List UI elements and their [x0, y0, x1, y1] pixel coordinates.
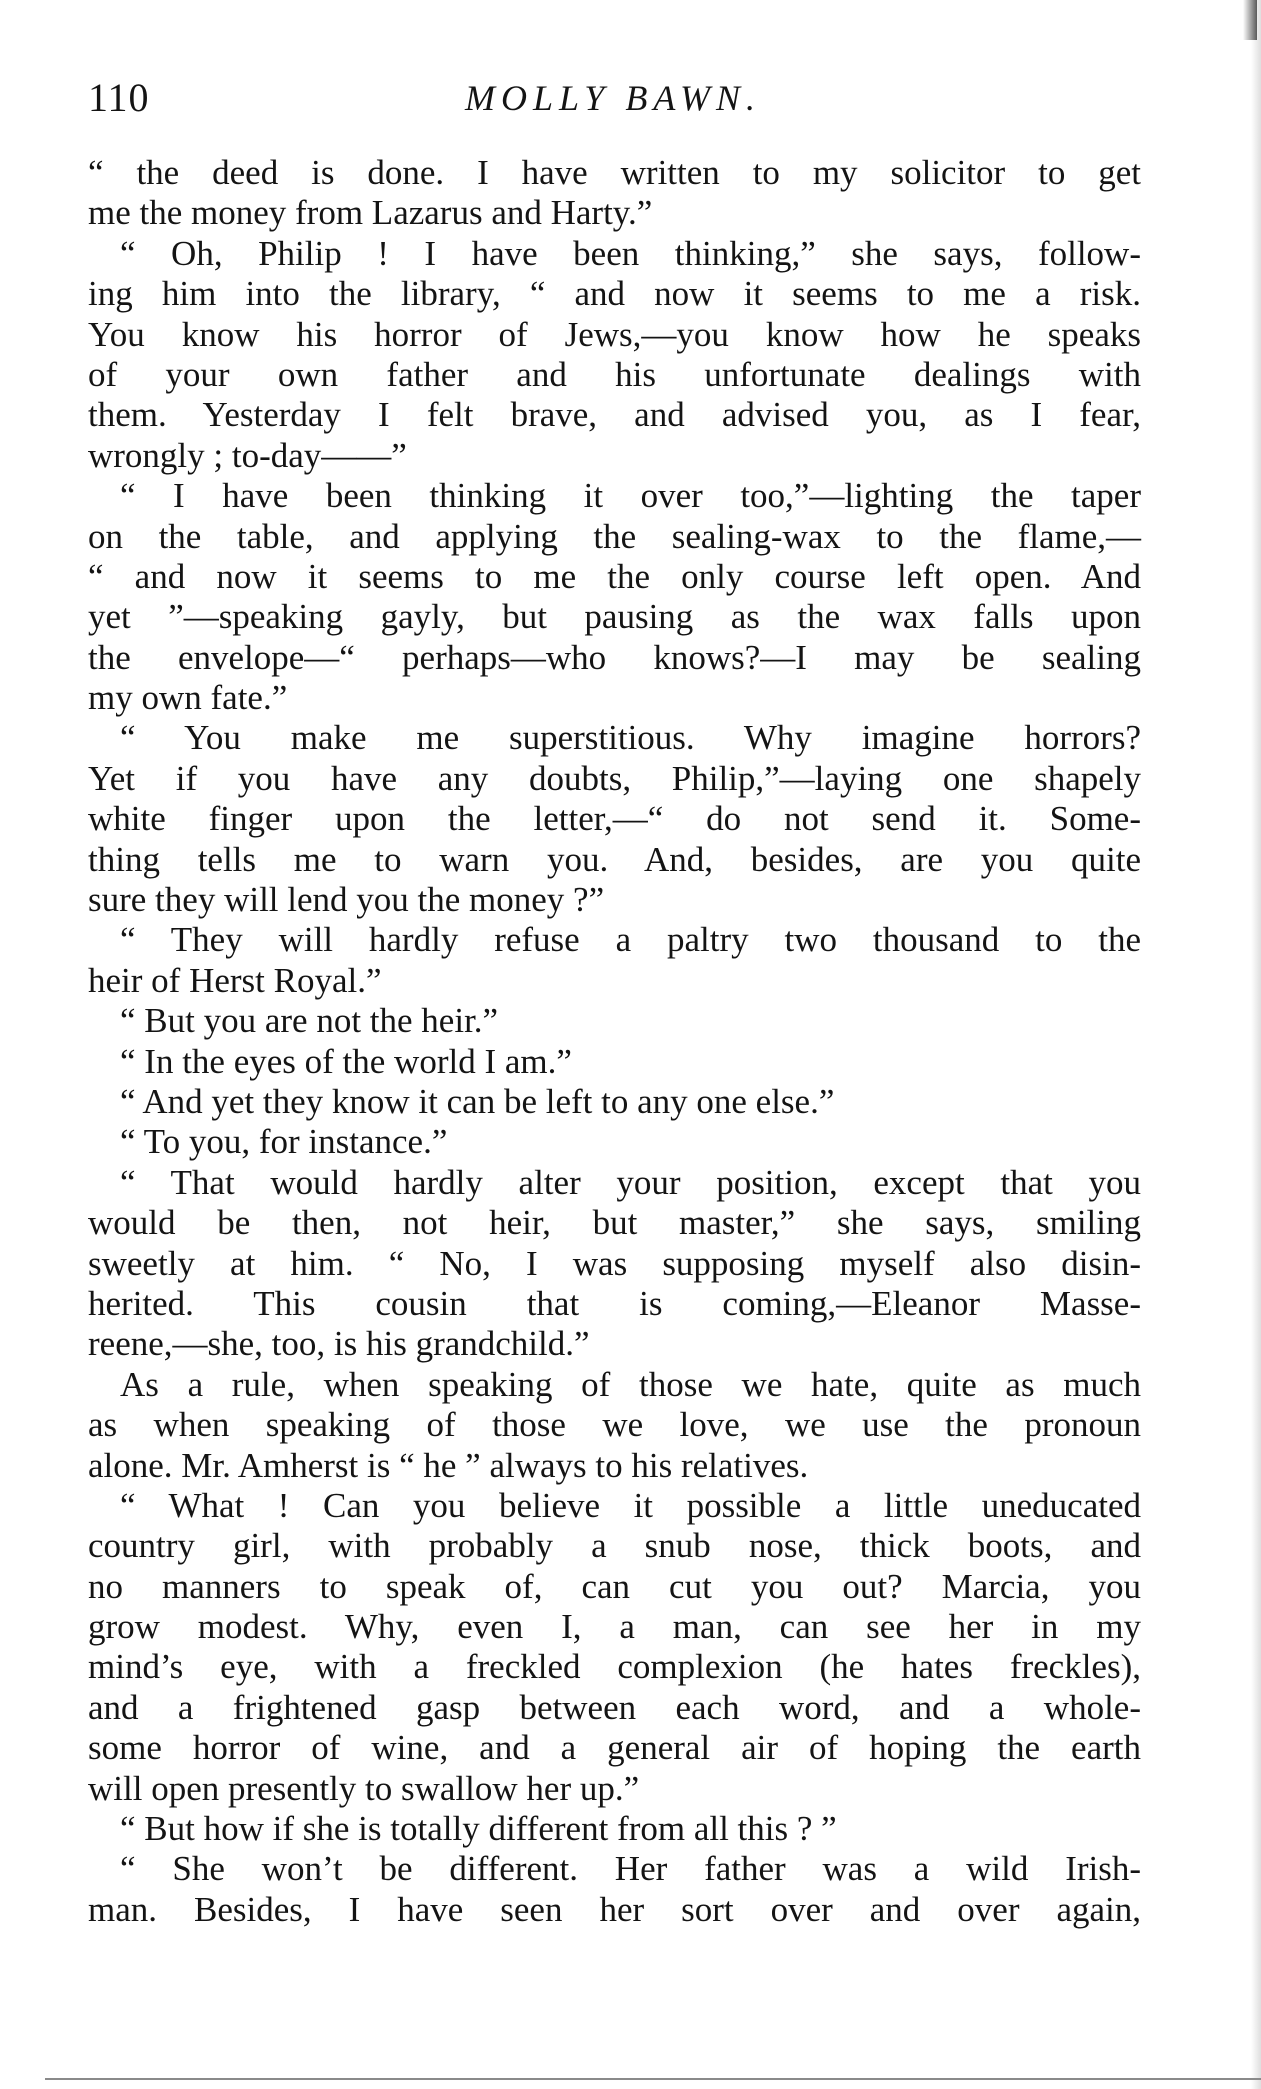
text-line: on the table, and applying the sealing-wax to the flame,— — [88, 516, 1141, 556]
text-line: me the money from Lazarus and Harty.” — [88, 193, 653, 233]
bottom-rule — [45, 2078, 1261, 2080]
body-text — [88, 153, 1141, 1930]
text-line: no manners to speak of, can cut you out? Marcia, you — [88, 1566, 1141, 1606]
text-line: my own fate.” — [88, 678, 288, 718]
text-line: would be then, not heir, but master,” she says, smiling — [88, 1203, 1141, 1243]
text-line: “ In the eyes of the world I am.” — [120, 1041, 572, 1081]
text-line: “ the deed is done. I have written to my solicitor to get — [88, 153, 1141, 192]
text-line: will open presently to swallow her up.” — [88, 1768, 640, 1808]
text-line: them. Yesterday I felt brave, and advised you, as I fear, — [88, 395, 1141, 435]
text-line: Yet if you have any doubts, Philip,”—laying one shapely — [88, 758, 1141, 798]
page-edge-shadow — [1251, 0, 1261, 2089]
text-line: “ You make me superstitious. Why imagine horrors? — [120, 718, 1141, 758]
text-line: “ But you are not the heir.” — [120, 1001, 499, 1041]
text-line: “ To you, for instance.” — [120, 1122, 448, 1162]
text-line: “ What ! Can you believe it possible a little uneducated — [120, 1485, 1141, 1525]
text-line: and a frightened gasp between each word, and a whole- — [88, 1687, 1141, 1727]
text-line: grow modest. Why, even I, a man, can see her in my — [88, 1607, 1141, 1647]
text-line: some horror of wine, and a general air of hoping the earth — [88, 1728, 1141, 1768]
text-line: of your own father and his unfortunate dealings with — [88, 354, 1141, 394]
text-line: sure they will lend you the money ?” — [88, 880, 605, 920]
text-line: As a rule, when speaking of those we hate, quite as much — [120, 1364, 1141, 1404]
text-line: alone. Mr. Amherst is “ he ” always to his relatives. — [88, 1445, 809, 1485]
text-line: “ But how if she is totally different from all this ? ” — [120, 1809, 837, 1849]
text-line: “ She won’t be different. Her father was a wild Irish- — [120, 1849, 1141, 1889]
text-line: as when speaking of those we love, we use the pronoun — [88, 1405, 1141, 1445]
text-line: thing tells me to warn you. And, besides, are you quite — [88, 839, 1141, 879]
page-edge-mark — [1243, 0, 1257, 40]
running-title: MOLLY BAWN. — [465, 78, 761, 118]
text-line: white finger upon the letter,—“ do not send it. Some- — [88, 799, 1141, 839]
text-line: mind’s eye, with a freckled complexion (he hates freckles), — [88, 1647, 1141, 1687]
text-line: the envelope—“ perhaps—who knows?—I may be sealing — [88, 637, 1141, 677]
text-line: “ They will hardly refuse a paltry two thousand to the — [120, 920, 1141, 960]
text-line: yet ”—speaking gayly, but pausing as the wax falls upon — [88, 597, 1141, 637]
text-line: “ Oh, Philip ! I have been thinking,” she says, follow- — [120, 233, 1141, 273]
text-line: man. Besides, I have seen her sort over and over again, — [88, 1889, 1141, 1929]
text-line: wrongly ; to-day——” — [88, 435, 407, 475]
text-line: “ That would hardly alter your position, except that you — [120, 1162, 1141, 1202]
text-line: “ And yet they know it can be left to any one else.” — [120, 1081, 835, 1121]
text-line: You know his horror of Jews,—you know how he speaks — [88, 314, 1141, 354]
text-line: “ I have been thinking it over too,”—lighting the taper — [120, 476, 1141, 516]
text-line: herited. This cousin that is coming,—Eleanor Masse- — [88, 1283, 1141, 1323]
text-line: “ and now it seems to me the only course left open. And — [88, 556, 1141, 596]
page-number: 110 — [88, 75, 150, 120]
text-line: reene,—she, too, is his grandchild.” — [88, 1324, 590, 1364]
text-line: heir of Herst Royal.” — [88, 960, 382, 1000]
text-line: ing him into the library, “ and now it seems to me a risk. — [88, 274, 1141, 314]
text-line: sweetly at him. “ No, I was supposing myself also disin- — [88, 1243, 1141, 1283]
text-line: country girl, with probably a snub nose, thick boots, and — [88, 1526, 1141, 1566]
page-header — [88, 70, 1138, 130]
